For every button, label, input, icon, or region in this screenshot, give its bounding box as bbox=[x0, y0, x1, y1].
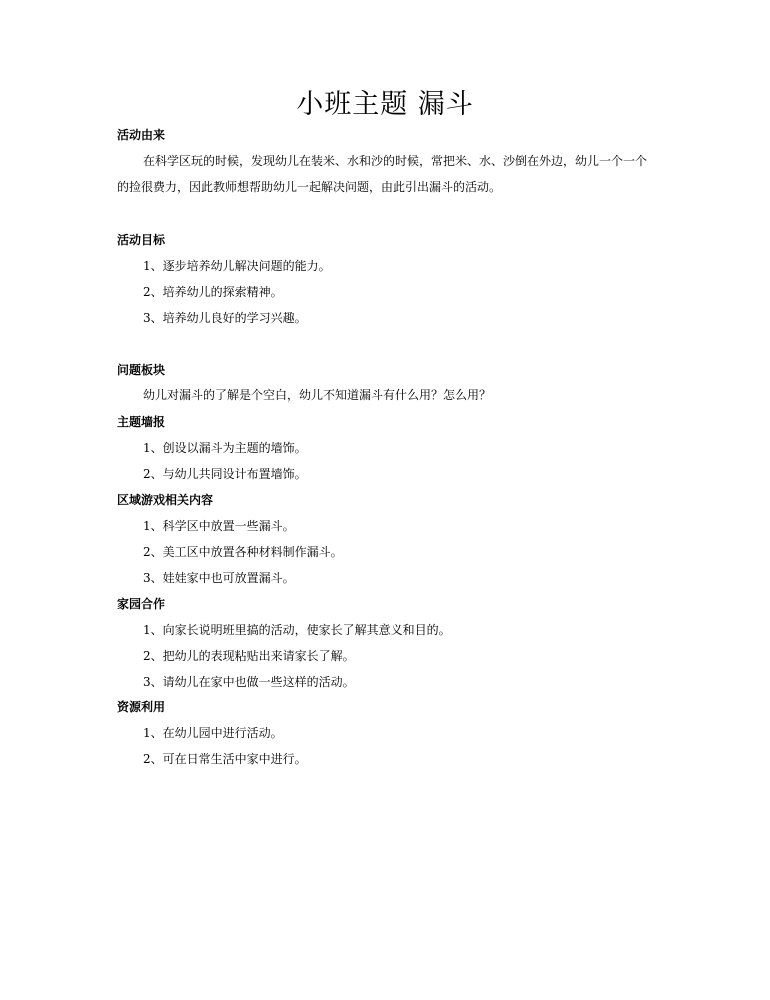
area-item-2: 2、美工区中放置各种材料制作漏斗。 bbox=[143, 545, 343, 559]
section-heading-resources: 资源利用 bbox=[117, 700, 166, 714]
wall-item-2: 2、与幼儿共同设计布置墙饰。 bbox=[143, 467, 307, 481]
document-title: 小班主题 漏斗 bbox=[296, 89, 474, 120]
resources-item-2: 2、可在日常生活中家中进行。 bbox=[143, 752, 307, 766]
area-item-1: 1、科学区中放置一些漏斗。 bbox=[143, 519, 295, 533]
area-item-3: 3、娃娃家中也可放置漏斗。 bbox=[143, 571, 295, 585]
section-heading-problem: 问题板块 bbox=[117, 363, 166, 377]
home-item-1: 1、向家长说明班里搞的活动，使家长了解其意义和目的。 bbox=[143, 623, 451, 637]
goal-item-3: 3、培养幼儿良好的学习兴趣。 bbox=[143, 311, 307, 325]
section-heading-origin: 活动由来 bbox=[117, 128, 166, 142]
goal-item-2: 2、培养幼儿的探索精神。 bbox=[143, 285, 283, 299]
home-item-2: 2、把幼儿的表现粘贴出来请家长了解。 bbox=[143, 649, 355, 663]
goal-item-1: 1、逐步培养幼儿解决问题的能力。 bbox=[143, 259, 331, 273]
home-item-3: 3、请幼儿在家中也做一些这样的活动。 bbox=[143, 675, 355, 689]
origin-paragraph: 在科学区玩的时候，发现幼儿在装米、水和沙的时候，常把米、水、沙倒在外边，幼儿一个一个的捡很费力，因此教师想帮助幼儿一起解决问题，由此引出漏斗的活动。 bbox=[117, 154, 648, 194]
section-heading-area: 区域游戏相关内容 bbox=[117, 493, 214, 507]
wall-item-1: 1、创设以漏斗为主题的墙饰。 bbox=[143, 441, 307, 455]
section-heading-home: 家园合作 bbox=[117, 597, 166, 611]
problem-paragraph: 幼儿对漏斗的了解是个空白，幼儿不知道漏斗有什么用？怎么用？ bbox=[143, 388, 492, 402]
section-heading-goals: 活动目标 bbox=[117, 233, 166, 247]
resources-item-1: 1、在幼儿园中进行活动。 bbox=[143, 726, 283, 740]
section-heading-wall: 主题墙报 bbox=[117, 415, 166, 429]
